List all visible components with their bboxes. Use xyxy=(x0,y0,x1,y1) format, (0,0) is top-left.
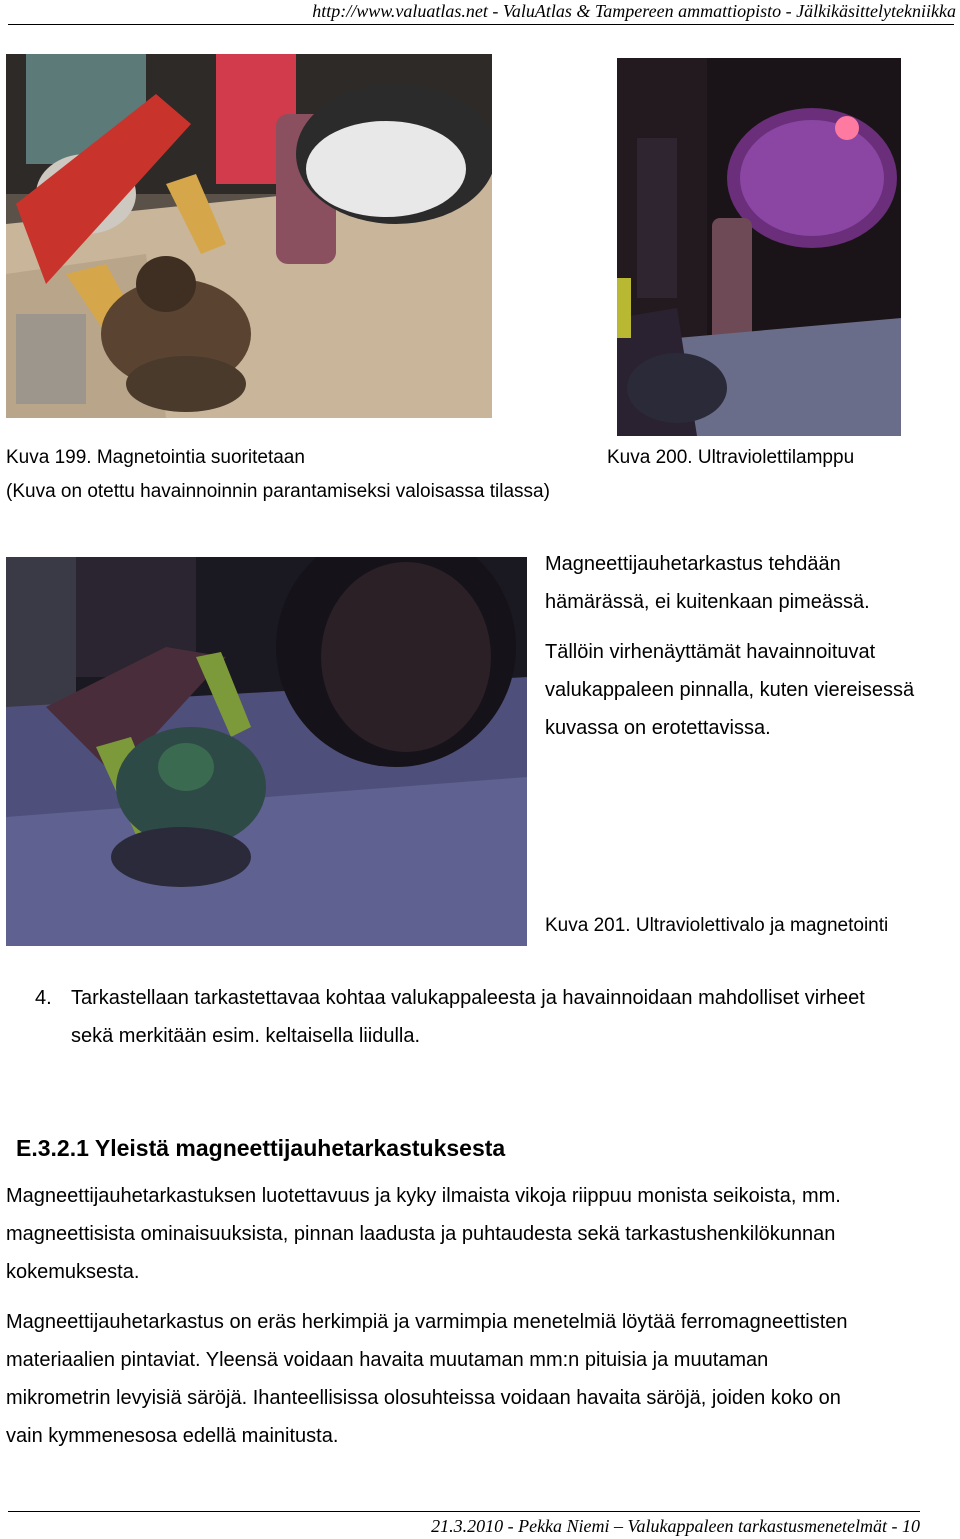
side-text-line: kuvassa on erotettavissa. xyxy=(545,717,771,739)
photo-uv-lamp xyxy=(617,58,901,436)
caption-fig199: Kuva 199. Magnetointia suoritetaan xyxy=(6,447,305,468)
list-item-line: Tarkastellaan tarkastettavaa kohtaa valukappaleesta ja havainnoidaan mahdolliset virheet xyxy=(71,987,865,1009)
footer-divider xyxy=(8,1511,920,1512)
section-heading: E.3.2.1 Yleistä magneettijauhetarkastuksesta xyxy=(16,1135,506,1161)
side-text-line: valukappaleen pinnalla, kuten viereisessä xyxy=(545,679,915,701)
caption-fig200: Kuva 200. Ultraviolettilamppu xyxy=(607,447,855,468)
side-text-line: Tällöin virhenäyttämät havainnoituvat xyxy=(545,641,876,663)
paragraph-line: vain kymmenesosa edellä mainitusta. xyxy=(6,1425,339,1447)
caption-fig199-note: (Kuva on otettu havainnoinnin parantamiseksi valoisassa tilassa) xyxy=(6,481,550,502)
paragraph-line: mikrometrin levyisiä säröjä. Ihanteellisissa olosuhteissa voidaan havaita säröjä, joiden koko on xyxy=(6,1387,841,1409)
caption-fig201: Kuva 201. Ultraviolettivalo ja magnetointi xyxy=(545,915,889,936)
paragraph-line: Magneettijauhetarkastus on eräs herkimpiä ja varmimpia menetelmiä löytää ferromagneettisten xyxy=(6,1311,848,1333)
paragraph-line: kokemuksesta. xyxy=(6,1261,140,1283)
page-header: http://www.valuatlas.net - ValuAtlas & Tampereen ammattiopisto - Jälkikäsittelytekniikka xyxy=(312,1,956,21)
photo-magnetizing xyxy=(6,54,492,418)
header-divider xyxy=(8,24,954,25)
paragraph-line: magneettisista ominaisuuksista, pinnan laadusta ja puhtaudesta sekä tarkastushenkilökunnan xyxy=(6,1223,836,1245)
page-footer: 21.3.2010 - Pekka Niemi – Valukappaleen tarkastusmenetelmät - 10 xyxy=(431,1516,920,1536)
side-text-line: Magneettijauhetarkastus tehdään xyxy=(545,553,841,575)
side-text-line: hämärässä, ei kuitenkaan pimeässä. xyxy=(545,591,870,613)
list-number: 4. xyxy=(35,987,52,1009)
paragraph-line: Magneettijauhetarkastuksen luotettavuus ja kyky ilmaista vikoja riippuu monista seikoista, mm. xyxy=(6,1185,841,1207)
paragraph-line: materiaalien pintaviat. Yleensä voidaan havaita muutaman mm:n pituisia ja muutaman xyxy=(6,1349,769,1371)
list-item-line: sekä merkitään esim. keltaisella liidulla. xyxy=(71,1025,421,1047)
photo-uv-magnetizing xyxy=(6,557,527,946)
